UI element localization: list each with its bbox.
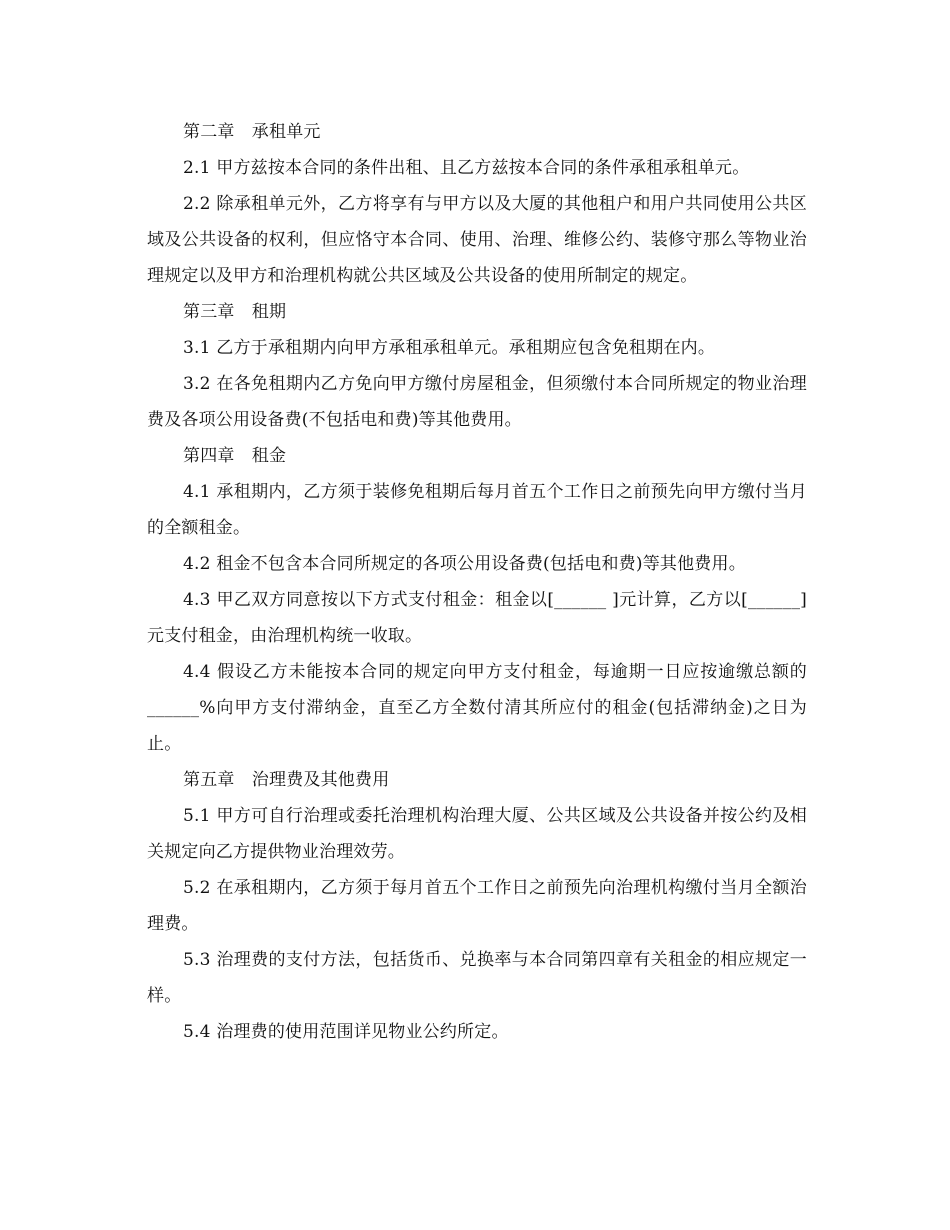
clause-3-2: 3.2 在各免租期内乙方免向甲方缴付房屋租金，但须缴付本合同所规定的物业治理费及各项公用设备费(不包括电和费)等其他费用。 [147, 374, 807, 430]
clause-4-4: 4.4 假设乙方未能按本合同的规定向甲方支付租金，每逾期一日应按逾缴总额的______%向甲方支付滞纳金，直至乙方全数付清其所应付的租金(包括滞纳金)之日为止。 [147, 662, 807, 754]
clause-5-3: 5.3 治理费的支付方法，包括货币、兑换率与本合同第四章有关租金的相应规定一样。 [147, 950, 807, 1006]
clause-4-3: 4.3 甲乙双方同意按以下方式支付租金：租金以[______ ]元计算，乙方以[______]元支付租金，由治理机构统一收取。 [147, 590, 807, 646]
clause-3-1: 3.1 乙方于承租期内向甲方承租承租单元。承租期应包含免租期在内。 [183, 338, 716, 358]
clause-4-1: 4.1 承租期内，乙方须于装修免租期后每月首五个工作日之前预先向甲方缴付当月的全额租金。 [147, 482, 807, 538]
clause-4-2: 4.2 租金不包含本合同所规定的各项公用设备费(包括电和费)等其他费用。 [183, 554, 746, 574]
chapter-2-heading: 第二章 承租单元 [183, 122, 321, 142]
chapter-3-heading: 第三章 租期 [183, 302, 287, 322]
clause-5-4: 5.4 治理费的使用范围详见物业公约所定。 [183, 1022, 509, 1042]
chapter-4-heading: 第四章 租金 [183, 446, 287, 466]
chapter-5-heading: 第五章 治理费及其他费用 [183, 770, 390, 790]
clause-5-2: 5.2 在承租期内，乙方须于每月首五个工作日之前预先向治理机构缴付当月全额治理费。 [147, 878, 807, 934]
clause-2-1: 2.1 甲方兹按本合同的条件出租、且乙方兹按本合同的条件承租承租单元。 [183, 158, 750, 178]
document-body [147, 114, 807, 1050]
clause-5-1: 5.1 甲方可自行治理或委托治理机构治理大厦、公共区域及公共设备并按公约及相关规定向乙方提供物业治理效劳。 [147, 806, 807, 862]
clause-2-2: 2.2 除承租单元外，乙方将享有与甲方以及大厦的其他租户和用户共同使用公共区域及公共设备的权利，但应恪守本合同、使用、治理、维修公约、装修守那么等物业治理规定以及甲方和治理机构就公共区域及公共设备的使用所制定的规定。 [147, 194, 807, 286]
